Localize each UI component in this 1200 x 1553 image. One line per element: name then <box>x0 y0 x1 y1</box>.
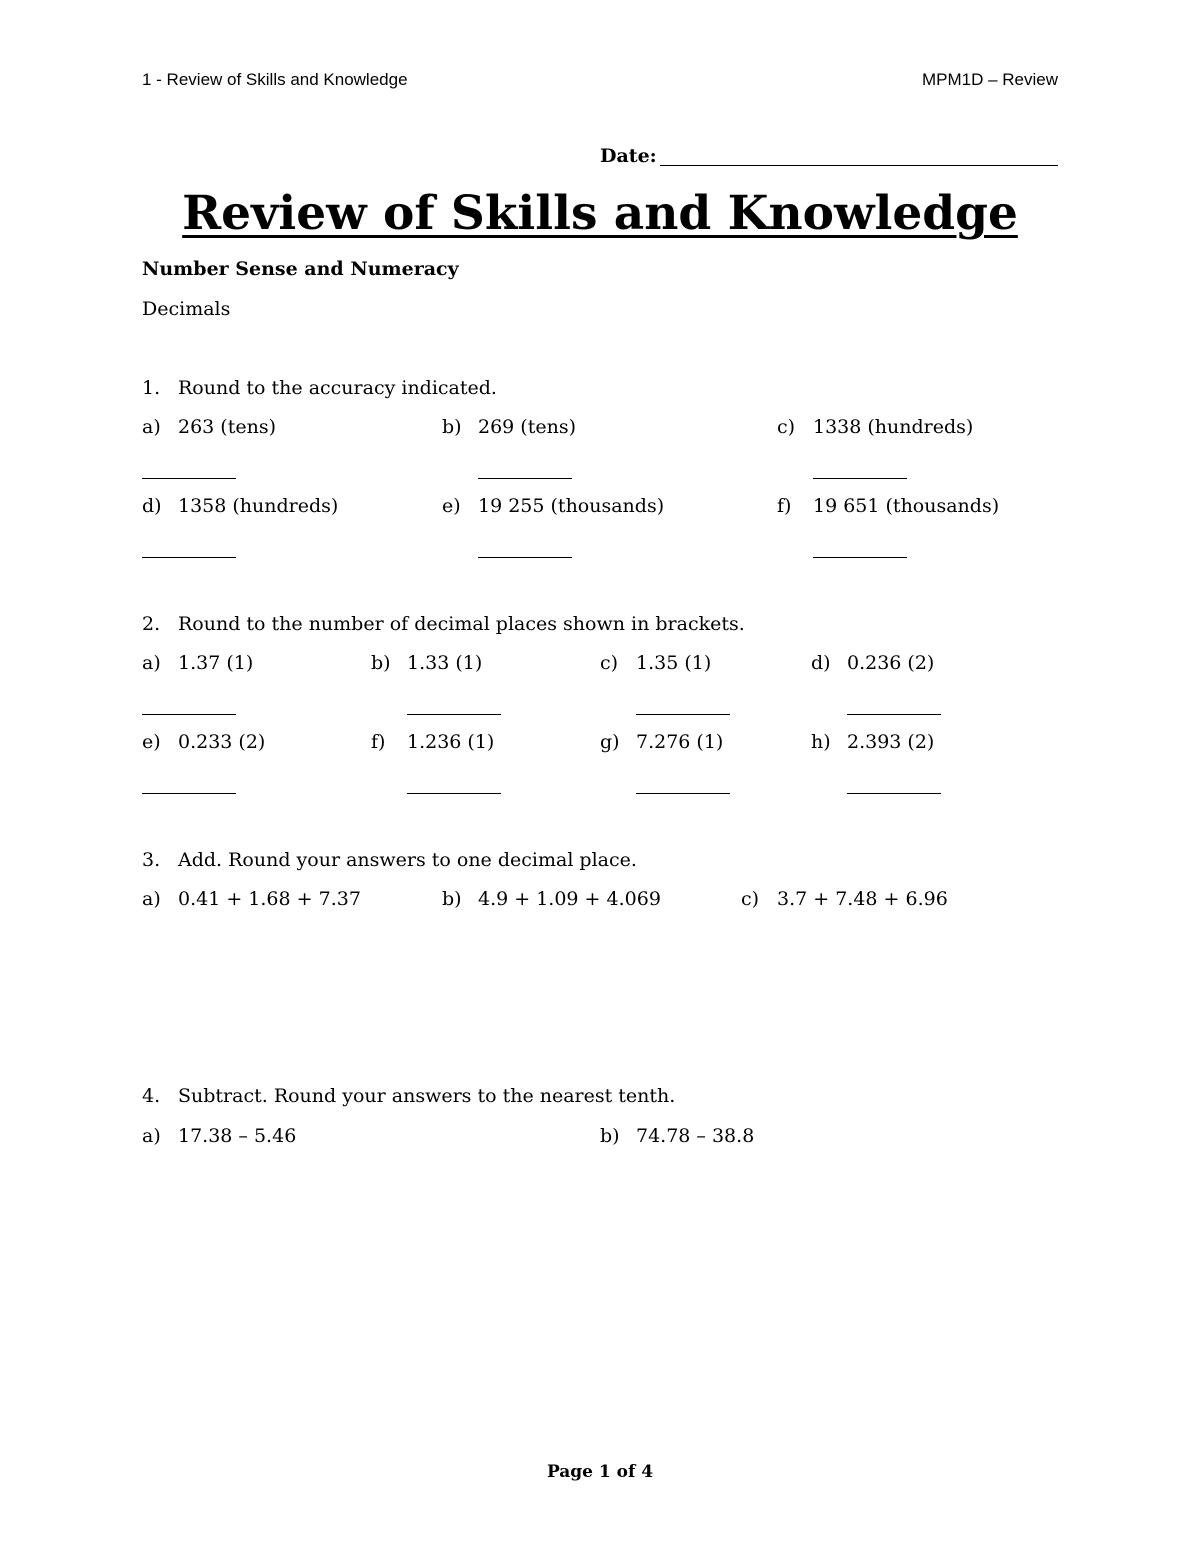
q3-item-a <box>142 888 361 910</box>
q1-item-c <box>777 416 973 438</box>
item-text: 1.35 (1) <box>636 652 712 674</box>
item-text: 19 651 (thousands) <box>813 495 1000 517</box>
item-label: d) <box>142 495 162 517</box>
item-label: h) <box>811 731 831 753</box>
item-text: 7.276 (1) <box>636 731 724 753</box>
item-label: e) <box>442 495 461 517</box>
item-label: a) <box>142 888 161 910</box>
header-left: 1 - Review of Skills and Knowledge <box>142 70 408 89</box>
item-text: 17.38 – 5.46 <box>178 1125 297 1147</box>
question-prompt: Add. Round your answers to one decimal place. <box>178 849 637 871</box>
q2-item-d <box>811 652 934 674</box>
answer-blank[interactable] <box>142 557 236 558</box>
item-text: 263 (tens) <box>178 416 276 438</box>
answer-blank[interactable] <box>636 714 730 715</box>
q2-item-b <box>371 652 482 674</box>
answer-blank[interactable] <box>636 793 730 794</box>
item-label: f) <box>777 495 792 517</box>
item-label: b) <box>371 652 391 674</box>
q2-item-a <box>142 652 253 674</box>
answer-blank[interactable] <box>142 478 236 479</box>
q1-item-d <box>142 495 338 517</box>
q2-item-c <box>600 652 711 674</box>
date-label: Date: <box>600 145 657 167</box>
item-label: c) <box>741 888 760 910</box>
date-line <box>660 165 1058 166</box>
item-text: 3.7 + 7.48 + 6.96 <box>777 888 948 910</box>
q3-item-b <box>442 888 661 910</box>
item-text: 19 255 (thousands) <box>478 495 665 517</box>
question-number: 1. <box>142 377 161 399</box>
q1-item-e <box>442 495 664 517</box>
question-2 <box>142 613 745 635</box>
item-label: a) <box>142 416 161 438</box>
item-label: d) <box>811 652 831 674</box>
item-label: e) <box>142 731 161 753</box>
question-1 <box>142 377 497 399</box>
item-text: 1.236 (1) <box>407 731 495 753</box>
question-prompt: Subtract. Round your answers to the nearest tenth. <box>178 1085 676 1107</box>
q2-item-h <box>811 731 934 753</box>
q2-item-e <box>142 731 265 753</box>
answer-blank[interactable] <box>813 557 907 558</box>
item-label: a) <box>142 1125 161 1147</box>
answer-blank[interactable] <box>813 478 907 479</box>
answer-blank[interactable] <box>142 714 236 715</box>
question-4 <box>142 1085 675 1107</box>
item-label: f) <box>371 731 386 753</box>
item-text: 2.393 (2) <box>847 731 935 753</box>
item-label: c) <box>777 416 796 438</box>
item-label: b) <box>442 416 462 438</box>
item-text: 1.33 (1) <box>407 652 483 674</box>
item-label: c) <box>600 652 619 674</box>
answer-blank[interactable] <box>407 793 501 794</box>
answer-blank[interactable] <box>478 557 572 558</box>
question-prompt: Round to the number of decimal places shown in brackets. <box>178 613 745 635</box>
section-heading: Number Sense and Numeracy <box>142 258 459 280</box>
answer-blank[interactable] <box>478 478 572 479</box>
answer-blank[interactable] <box>142 793 236 794</box>
answer-blank[interactable] <box>847 714 941 715</box>
q2-item-f <box>371 731 494 753</box>
q1-item-b <box>442 416 576 438</box>
item-text: 0.236 (2) <box>847 652 935 674</box>
item-text: 0.233 (2) <box>178 731 266 753</box>
question-number: 3. <box>142 849 161 871</box>
question-prompt: Round to the accuracy indicated. <box>178 377 497 399</box>
subsection-heading: Decimals <box>142 298 231 320</box>
item-text: 1358 (hundreds) <box>178 495 339 517</box>
answer-blank[interactable] <box>407 714 501 715</box>
q1-item-f <box>777 495 999 517</box>
question-number: 4. <box>142 1085 161 1107</box>
item-label: b) <box>442 888 462 910</box>
item-label: b) <box>600 1125 620 1147</box>
item-label: a) <box>142 652 161 674</box>
answer-blank[interactable] <box>847 793 941 794</box>
q4-item-a <box>142 1125 296 1147</box>
q3-item-c <box>741 888 948 910</box>
item-label: g) <box>600 731 620 753</box>
item-text: 269 (tens) <box>478 416 576 438</box>
question-number: 2. <box>142 613 161 635</box>
item-text: 1338 (hundreds) <box>813 416 974 438</box>
page-title: Review of Skills and Knowledge <box>182 186 1018 241</box>
q1-item-a <box>142 416 276 438</box>
question-3 <box>142 849 637 871</box>
item-text: 0.41 + 1.68 + 7.37 <box>178 888 361 910</box>
q2-item-g <box>600 731 723 753</box>
item-text: 1.37 (1) <box>178 652 254 674</box>
page-number: Page 1 of 4 <box>546 1462 654 1482</box>
q4-item-b <box>600 1125 754 1147</box>
item-text: 4.9 + 1.09 + 4.069 <box>478 888 661 910</box>
item-text: 74.78 – 38.8 <box>636 1125 755 1147</box>
header-right: MPM1D – Review <box>921 70 1058 89</box>
